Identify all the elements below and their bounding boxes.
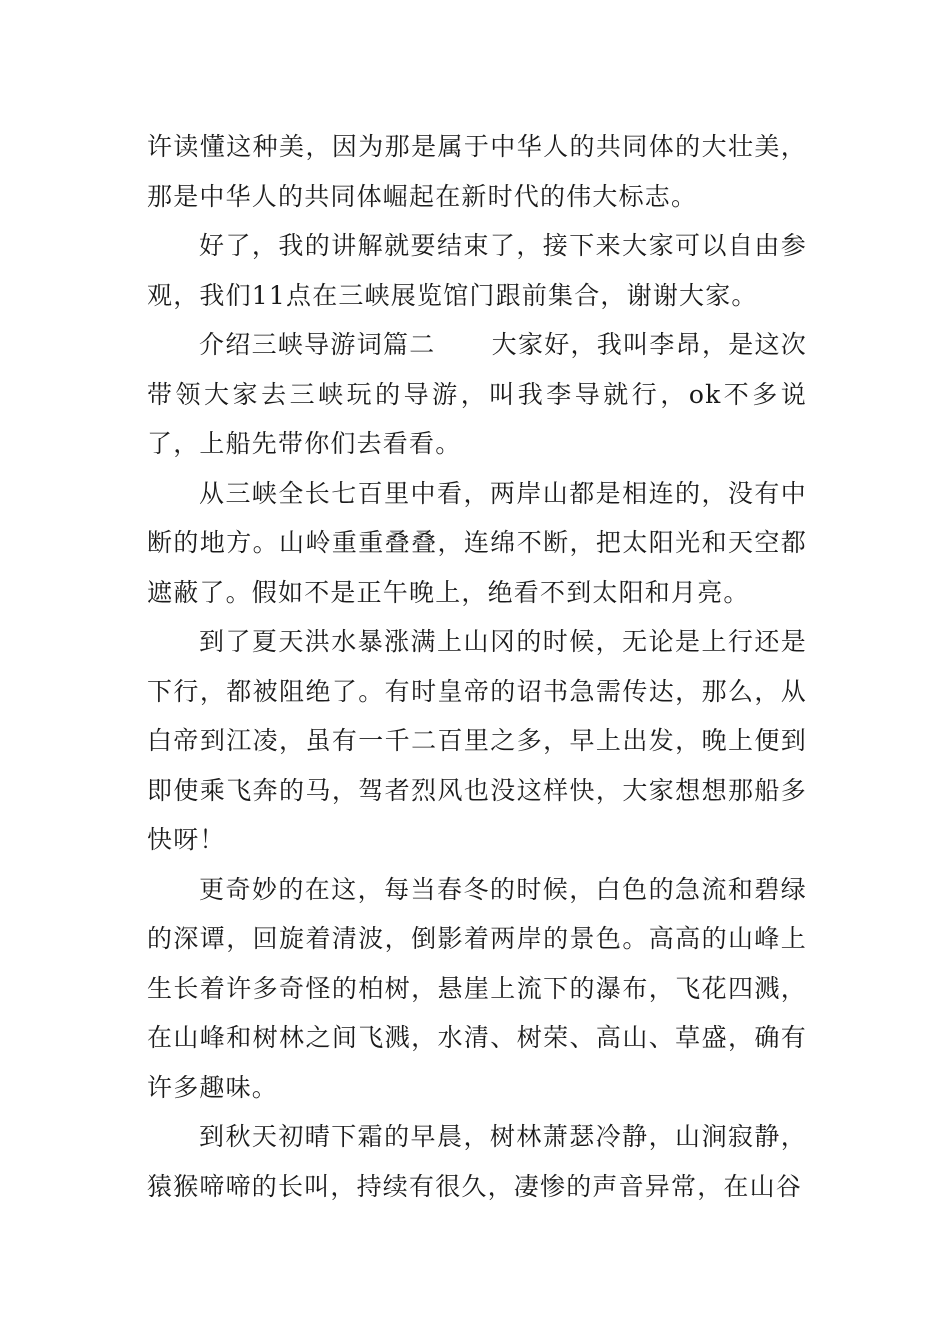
paragraph: 到了夏天洪水暴涨满上山冈的时候，无论是上行还是下行，都被阻绝了。有时皇帝的诏书急需传达，那么，从白帝到江凌，虽有一千二百里之多，早上出发，晚上便到即使乘飞奔的马，驾者烈风也没这样快，大家想想那船多快呀！ [147,627,807,854]
section-heading: 介绍三峡导游词篇二 [199,330,436,359]
paragraph: 更奇妙的在这，每当春冬的时候，白色的急流和碧绿的深谭，回旋着清波，倒影着两岸的景色。高高的山峰上生长着许多奇怪的柏树，悬崖上流下的瀑布，飞花四溅，在山峰和树林之间飞溅，水清、树荣、高山、草盛，确有许多趣味。 [147,874,807,1102]
paragraph: 好了，我的讲解就要结束了，接下来大家可以自由参观，我们11点在三峡展览馆门跟前集合，谢谢大家。 [147,231,807,310]
document-body [147,122,807,1211]
paragraph: 从三峡全长七百里中看，两岸山都是相连的，没有中断的地方。山岭重重叠叠，连绵不断，把太阳光和天空都遮蔽了。假如不是正午晚上，绝看不到太阳和月亮。 [147,478,807,607]
paragraph: 许读懂这种美，因为那是属于中华人的共同体的大壮美，那是中华人的共同体崛起在新时代的伟大标志。 [147,132,807,211]
paragraph-with-heading [147,320,807,469]
paragraph-text: 大家好，我叫李昂，是这次带领大家去三峡玩的导游，叫我李导就行，ok不多说了，上船先带你们去看看。 [147,330,807,458]
paragraph: 到秋天初晴下霜的早晨，树林萧瑟冷静，山涧寂静，猿猴啼啼的长叫，持续有很久，凄惨的声音异常，在山谷 [147,1122,807,1201]
